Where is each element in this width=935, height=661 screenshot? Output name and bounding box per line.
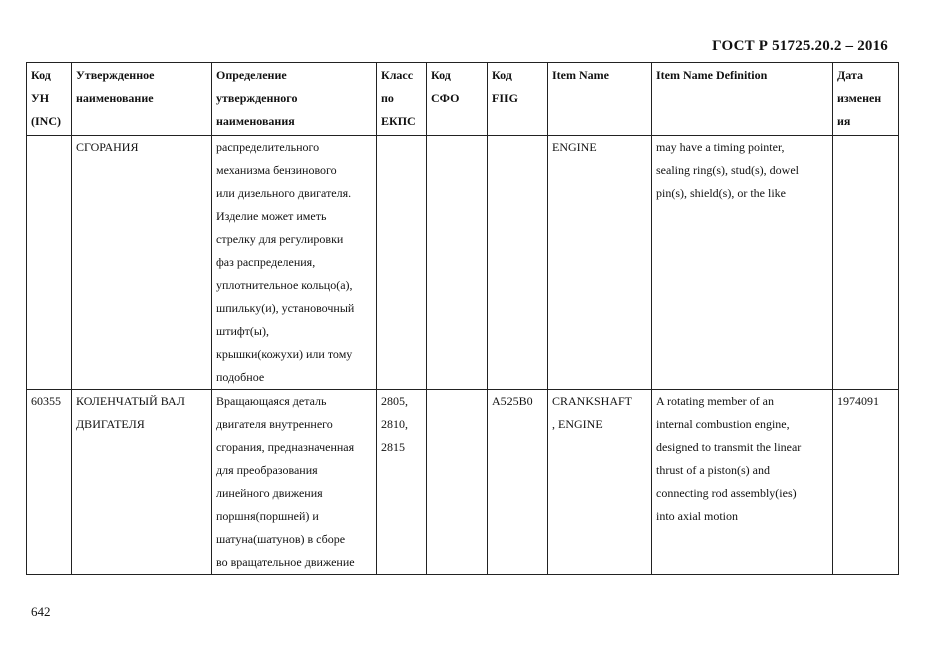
header-sfo: Код СФО [427,63,488,136]
cell-definition: Вращающаяся деталь двигателя внутреннего сгорания, предназначенная для преобразования линейного движения поршня(поршней) и шатуна(шатунов) в сборе во вращательное движение [212,390,377,575]
cell-approved-name: СГОРАНИЯ [72,136,212,390]
cell-inc [27,136,72,390]
header-date: Дата изменен ия [833,63,899,136]
header-item-name: Item Name [548,63,652,136]
cell-date: 1974091 [833,390,899,575]
page-number: 642 [31,604,51,619]
table-row [27,390,899,575]
header-class: Класс по ЕКПС [377,63,427,136]
header-fiig: Код FIIG [488,63,548,136]
cell-item-definition: may have a timing pointer, sealing ring(s), stud(s), dowel pin(s), shield(s), or the like [652,136,833,390]
cell-fiig: A525B0 [488,390,548,575]
header-item-definition: Item Name Definition [652,63,833,136]
header-row [27,63,899,136]
header-definition: Определение утвержденного наименования [212,63,377,136]
cell-approved-name: КОЛЕНЧАТЫЙ ВАЛ ДВИГАТЕЛЯ [72,390,212,575]
cell-inc: 60355 [27,390,72,575]
header-approved-name: Утвержденное наименование [72,63,212,136]
header-inc: Код УН (INC) [27,63,72,136]
catalog-table [26,62,899,575]
cell-date [833,136,899,390]
cell-item-name: ENGINE [548,136,652,390]
document-code: ГОСТ Р 51725.20.2 – 2016 [712,38,888,54]
table-row [27,136,899,390]
cell-item-name: CRANKSHAFT , ENGINE [548,390,652,575]
cell-item-definition: A rotating member of an internal combustion engine, designed to transmit the linear thrust of a piston(s) and connecting rod assembly(ies) into axial motion [652,390,833,575]
cell-class [377,136,427,390]
cell-sfo [427,136,488,390]
cell-class: 2805, 2810, 2815 [377,390,427,575]
cell-definition: распределительного механизма бензинового или дизельного двигателя. Изделие может иметь стрелку для регулировки фаз распределения, уплотнительное кольцо(а), шпильку(и), установочный штифт(ы), крышки(кожухи) или тому подобное [212,136,377,390]
cell-sfo [427,390,488,575]
cell-fiig [488,136,548,390]
